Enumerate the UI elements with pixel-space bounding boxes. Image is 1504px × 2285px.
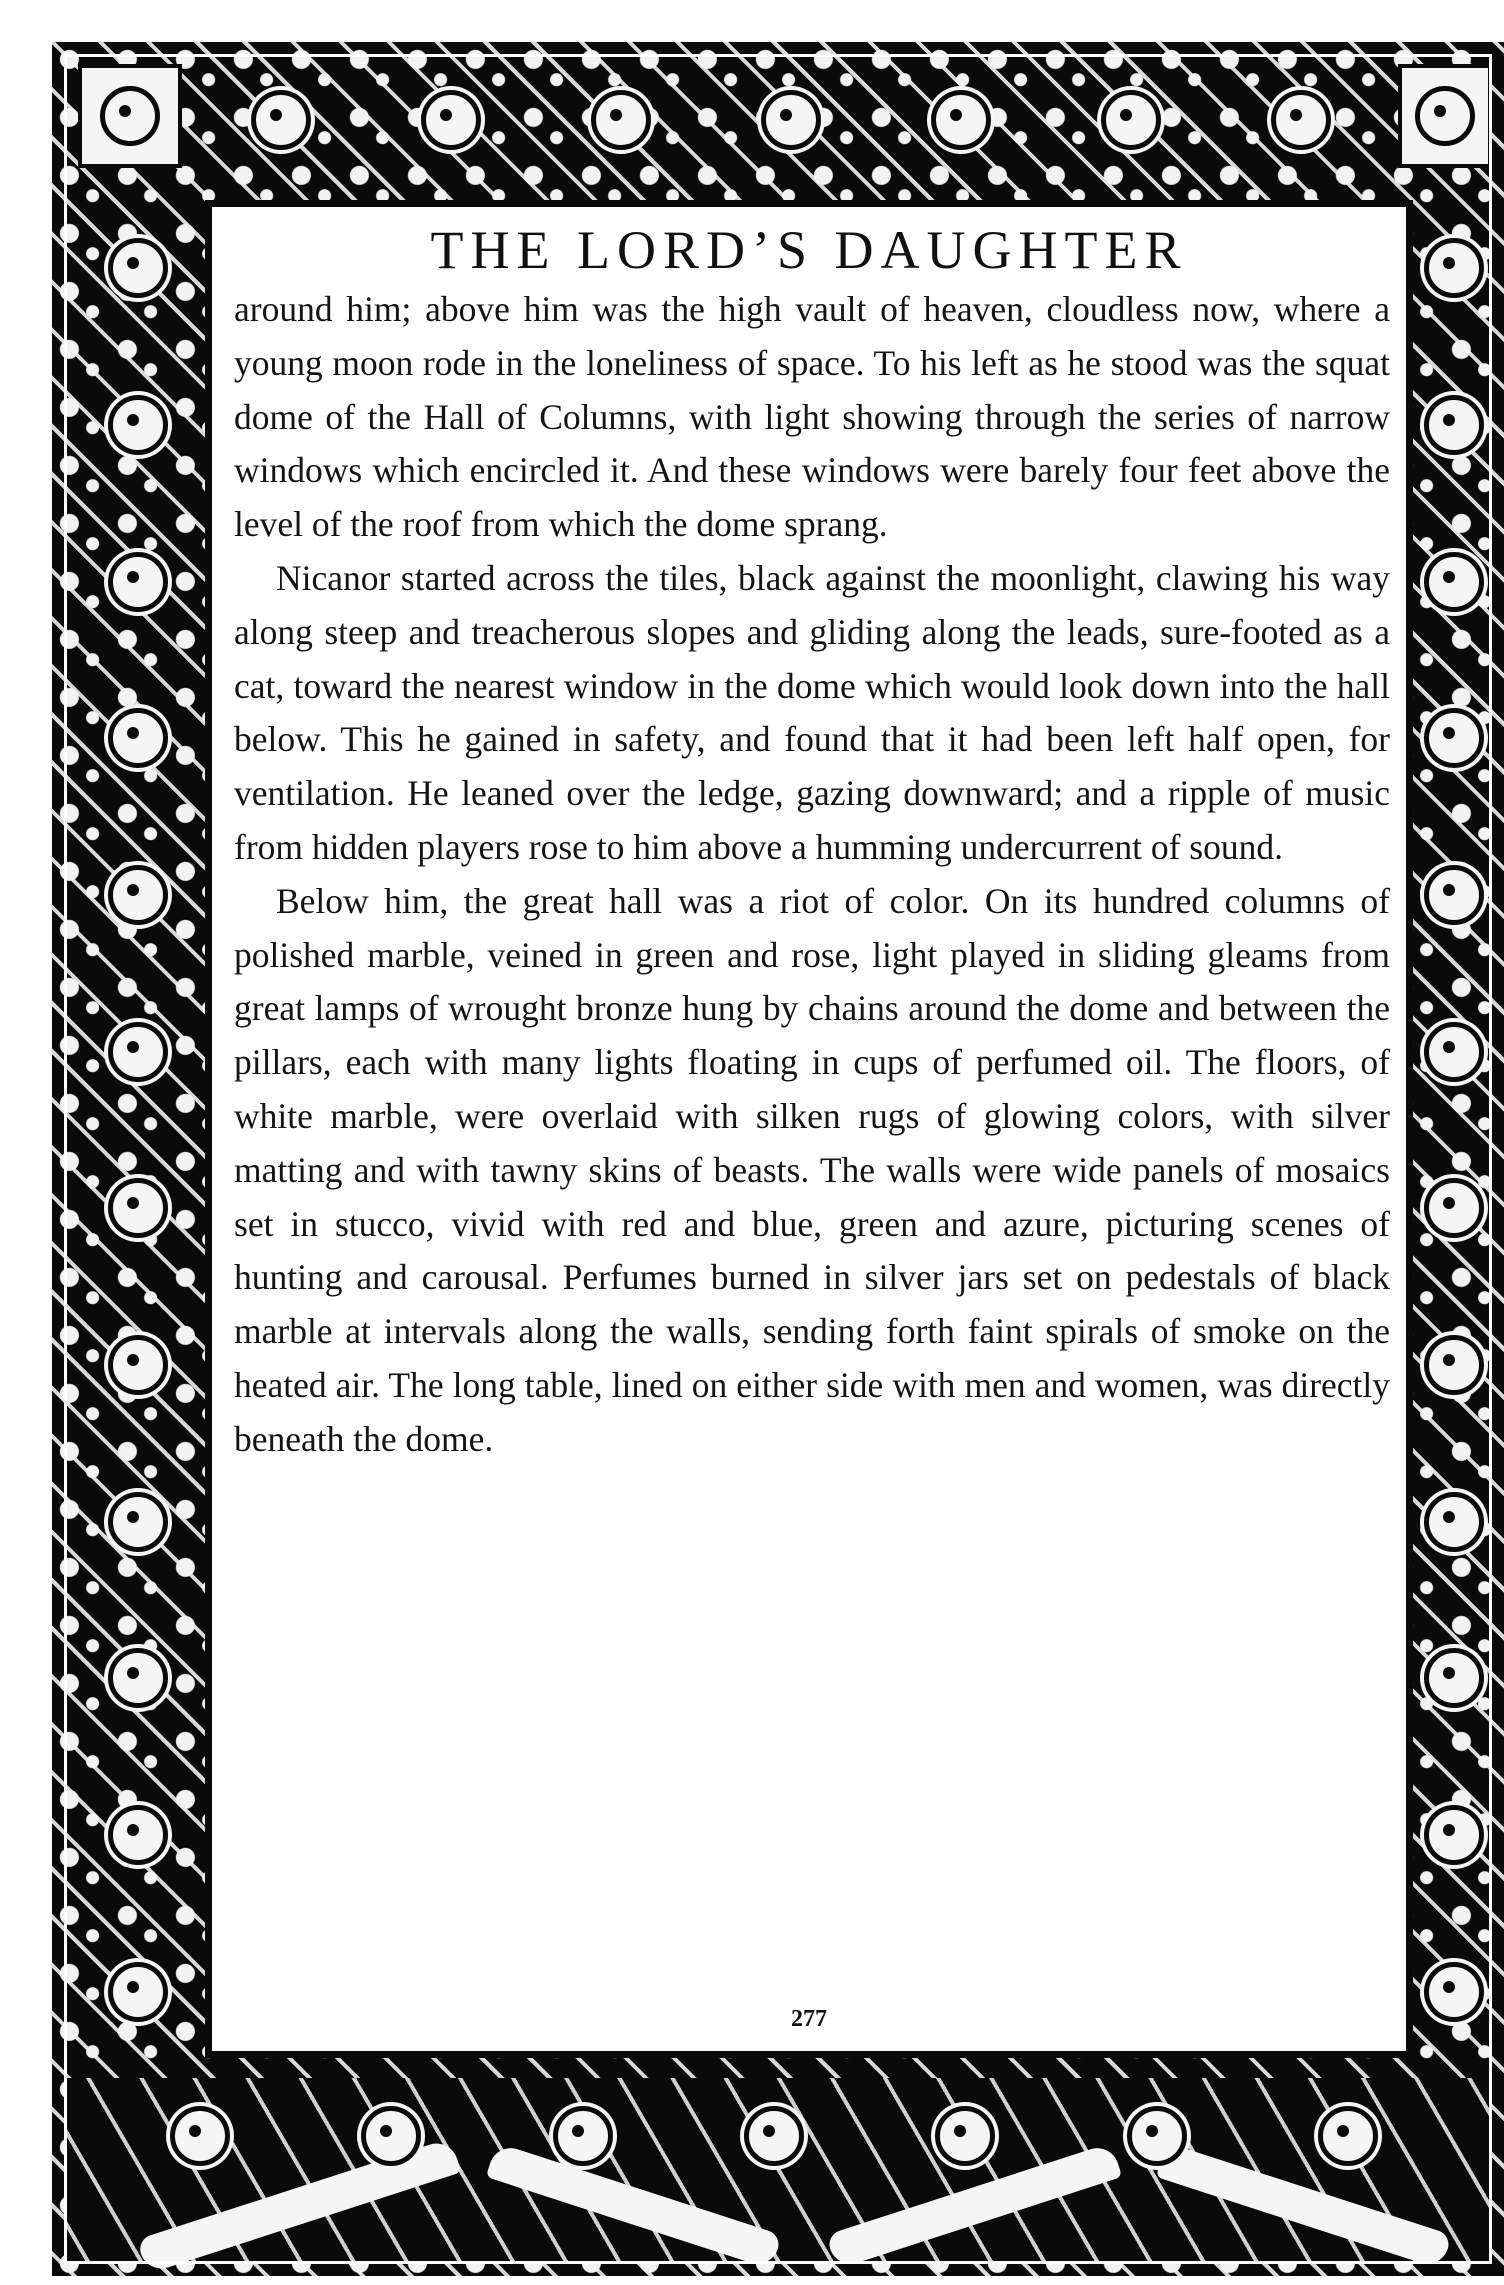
rose-medallion-icon [1101,90,1161,150]
body-text [228,283,1390,1467]
rose-medallion-icon [1127,2106,1187,2166]
rose-medallion-icon [108,1022,168,1082]
rose-medallion-icon [1424,1805,1484,1865]
rose-medallion-icon [1424,1648,1484,1708]
rose-medallion-icon [1318,2106,1378,2166]
rose-medallion-icon [1415,86,1475,146]
rose-medallion-icon [1424,1492,1484,1552]
rose-medallion-icon [1424,1178,1484,1238]
rose-medallion-icon [1424,865,1484,925]
rose-medallion-icon [931,90,991,150]
right-vine-border [1412,190,1496,2070]
rose-medallion-icon [108,1805,168,1865]
top-vine-band [196,70,1386,170]
rose-medallion-icon [108,1648,168,1708]
rose-medallion-icon [744,2106,804,2166]
rose-medallion-icon [591,90,651,150]
rose-medallion-icon [1424,1962,1484,2022]
bottom-peacock-band [64,2078,1492,2264]
rose-medallion-icon [935,2106,995,2166]
rose-medallion-icon [170,2106,230,2166]
paragraph: around him; above him was the high vault of heaven, cloudless now, where a young moon rode in the loneliness of space. To his left as he stood was the squat dome of the Hall of Columns, with light showing through the series of narrow windows which encircled it. And these windows were barely four feet above the level of the roof from which the dome sprang. [234,289,1390,545]
rose-medallion-icon [108,552,168,612]
running-head: THE LORD’S DAUGHTER [430,220,1188,280]
rose-medallion-icon [251,90,311,150]
rose-medallion-icon [1424,395,1484,455]
rose-medallion-icon [1424,238,1484,298]
left-vine-border [96,190,180,2070]
rose-medallion-icon [108,1335,168,1395]
rose-medallion-icon [1424,552,1484,612]
page-number: 277 [791,2006,827,2032]
rose-medallion-icon [1271,90,1331,150]
rose-medallion-icon [100,86,160,146]
paragraph: Nicanor started across the tiles, black against the moonlight, clawing his way along steep and treacherous slopes and gliding along the leads, sure-footed as a cat, toward the nearest window in the dome which would look down into the hall below. This he gained in safety, and found that it had been left half open, for ventilation. He leaned over the ledge, gazing downward; and a ripple of music from hidden players rose to him above a humming undercurrent of sound. [234,557,1390,867]
paragraph: Below him, the great hall was a riot of color. On its hundred columns of polished marble, veined in green and rose, light played in sliding gleams from great lamps of wrought bronze hung by chains around the dome and between the pillars, each with many lights floating in cups of perfumed oil. The floors, of white marble, were overlaid with silken rugs of glowing colors, with silver matting and with tawny skins of beasts. The walls were wide panels of mosaics set in stucco, vivid with red and blue, green and azure, picturing scenes of hunting and carousal. Perfumes burned in silver jars set on pedestals of black marble at intervals along the walls, sending forth faint spirals of smoke on the heated air. The long table, lined on either side with men and women, was directly beneath the dome. [234,880,1390,1459]
rose-medallion-icon [108,1178,168,1238]
rose-medallion-icon [108,395,168,455]
rose-medallion-icon [108,1492,168,1552]
bottom-medallions [104,2086,1444,2186]
rose-medallion-icon [553,2106,613,2166]
text-panel-inner [228,207,1390,2051]
corner-ornament-top-left [78,64,182,168]
text-panel [205,200,1413,2058]
rose-medallion-icon [108,238,168,298]
rose-medallion-icon [108,1962,168,2022]
corner-ornament-top-right [1398,64,1492,168]
rose-medallion-icon [1424,1335,1484,1395]
rose-medallion-icon [1424,708,1484,768]
rose-medallion-icon [361,2106,421,2166]
rose-medallion-icon [1424,1022,1484,1082]
rose-medallion-icon [108,708,168,768]
rose-medallion-icon [761,90,821,150]
rose-medallion-icon [421,90,481,150]
rose-medallion-icon [108,865,168,925]
